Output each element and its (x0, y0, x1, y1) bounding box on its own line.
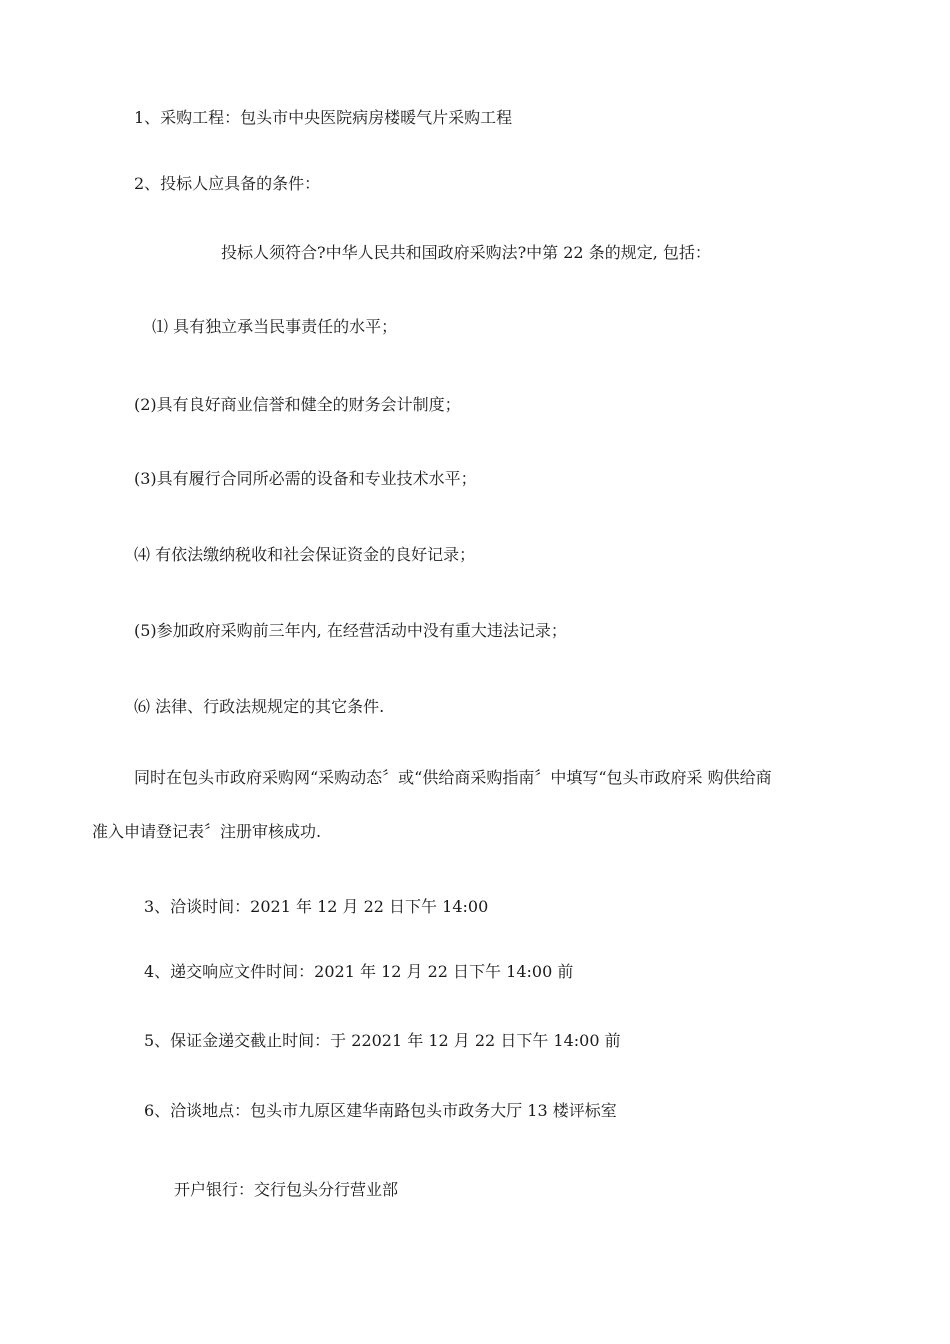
section-6-negotiation-location: 6、洽谈地点：包头市九原区建华南路包头市政务大厅 13 楼评标室 (144, 1101, 617, 1120)
condition-1: ⑴ 具有独立承当民事责任的水平； (152, 317, 398, 336)
section-2-bidder-conditions-heading: 2、投标人应具备的条件： (134, 174, 321, 193)
conditions-intro: 投标人须符合?中华人民共和国政府采购法?中第 22 条的规定, 包括： (221, 243, 711, 262)
condition-2: (2)具有良好商业信誉和健全的财务会计制度； (134, 395, 461, 414)
section-4-submission-time: 4、递交响应文件时间：2021 年 12 月 22 日下午 14:00 前 (144, 962, 574, 981)
section-5-deposit-deadline: 5、保证金递交截止时间：于 22021 年 12 月 22 日下午 14:00 前 (144, 1031, 621, 1050)
condition-6: ⑹ 法律、行政法规规定的其它条件. (134, 697, 385, 716)
bank-info: 开户银行：交行包头分行营业部 (174, 1180, 399, 1199)
condition-5: (5)参加政府采购前三年内, 在经营活动中没有重大违法记录； (134, 621, 567, 640)
registration-note-line-1: 同时在包头市政府采购网“采购动态〞或“供给商采购指南〞中填写“包头市政府采 购供给商 (134, 768, 772, 787)
condition-4: ⑷ 有依法缴纳税收和社会保证资金的良好记录； (134, 545, 476, 564)
section-1-procurement-project: 1、采购工程：包头市中央医院病房楼暖气片采购工程 (134, 108, 513, 127)
section-3-negotiation-time: 3、洽谈时间：2021 年 12 月 22 日下午 14:00 (144, 897, 489, 916)
registration-note-line-2: 准入申请登记表〞注册审核成功. (92, 822, 322, 841)
condition-3: (3)具有履行合同所必需的设备和专业技术水平； (134, 469, 477, 488)
